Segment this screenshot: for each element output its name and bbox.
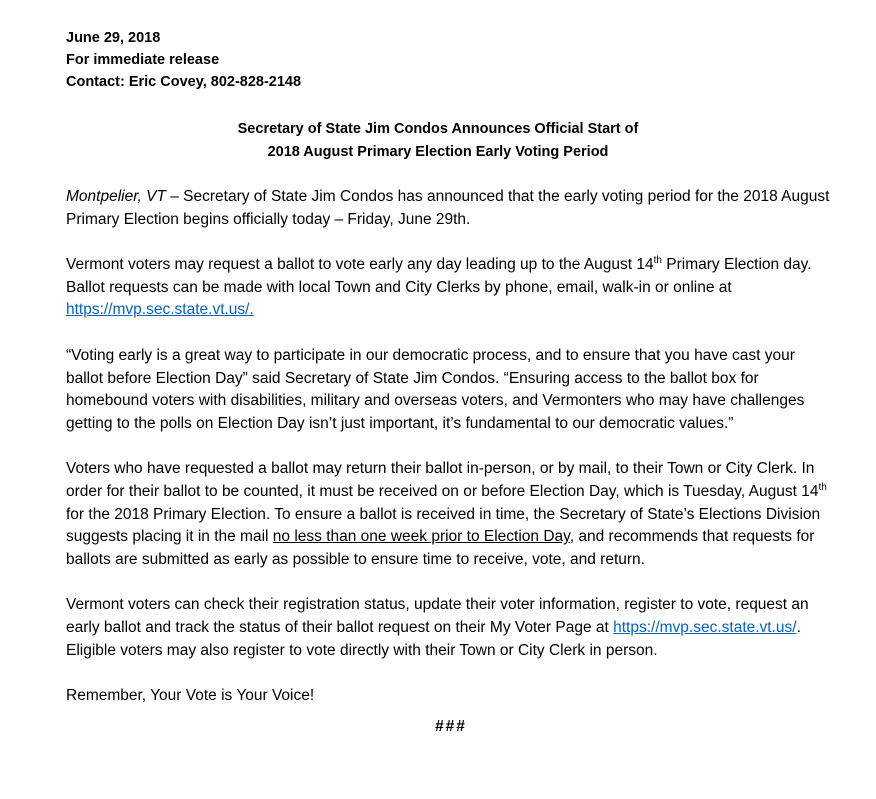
title-line-2: 2018 August Primary Election Early Voting Period xyxy=(267,143,609,160)
paragraph-request xyxy=(66,254,836,322)
end-mark: ### xyxy=(435,717,467,735)
paragraph-register xyxy=(66,594,836,662)
return-text-c: , and recommends that requests for ballots are submitted as early as possible to ensure time to receive, vote, and return. xyxy=(66,528,815,568)
ordinal-suffix: th xyxy=(653,255,662,267)
paragraph-closing: Remember, Your Vote is Your Voice! xyxy=(66,687,315,705)
register-text-a: Vermont voters can check their registration status, update their voter information, register to vote, request an early ballot and track the status of their ballot request on their My Voter Page at xyxy=(66,596,809,636)
return-text-b: for the 2018 Primary Election. To ensure a ballot is received in time, the Secretary of State’s Elections Division suggests placing it in the mail xyxy=(66,505,821,546)
request-text-a: Vermont voters may request a ballot to vote early any day leading up to the August 14 xyxy=(66,256,654,274)
release-header xyxy=(66,27,846,93)
my-voter-page-link[interactable]: https://mvp.sec.state.vt.us/ xyxy=(613,618,797,636)
return-text-a: Voters who have requested a ballot may return their ballot in-person, or by mail, to their Town or City Clerk. In order for their ballot to be counted, it must be received on or before Election Day, which is Tuesday, August 14 xyxy=(66,460,819,500)
ordinal-suffix: th xyxy=(818,481,827,493)
paragraph-intro xyxy=(66,186,836,231)
release-date: June 29, 2018 xyxy=(66,30,161,46)
release-body xyxy=(66,186,836,761)
release-title xyxy=(0,118,876,163)
mvp-link[interactable]: https://mvp.sec.state.vt.us/. xyxy=(66,301,254,319)
intro-text: – Secretary of State Jim Condos has announced that the early voting period for the 2018 August Primary Election begins officially today – Friday, June 29th. xyxy=(66,188,830,228)
paragraph-quote: “Voting early is a great way to participate in our democratic process, and to ensure that you have cast your ballot before Election Day” said Secretary of State Jim Condos. “Ensuring access to the ballot box for homebound voters with disabilities, military and overseas voters, and Vermonters who may have challenges getting to the polls on Election Day isn’t just important, it’s fundamental to our democratic values.” xyxy=(66,346,805,432)
release-type: For immediate release xyxy=(66,52,220,68)
deadline-underline: no less than one week prior to Election Day xyxy=(272,528,570,546)
contact-info: Contact: Eric Covey, 802-828-2148 xyxy=(66,74,302,90)
request-text-b: Primary Election day. Ballot requests can be made with local Town and City Clerks by phone, email, walk-in or online at xyxy=(66,256,812,296)
dateline: Montpelier, VT xyxy=(66,188,166,205)
title-line-1: Secretary of State Jim Condos Announces Official Start of xyxy=(237,121,639,137)
register-text-b: . Eligible voters may also register to vote directly with their Town or City Clerk in person. xyxy=(66,618,801,659)
paragraph-return xyxy=(66,458,836,571)
